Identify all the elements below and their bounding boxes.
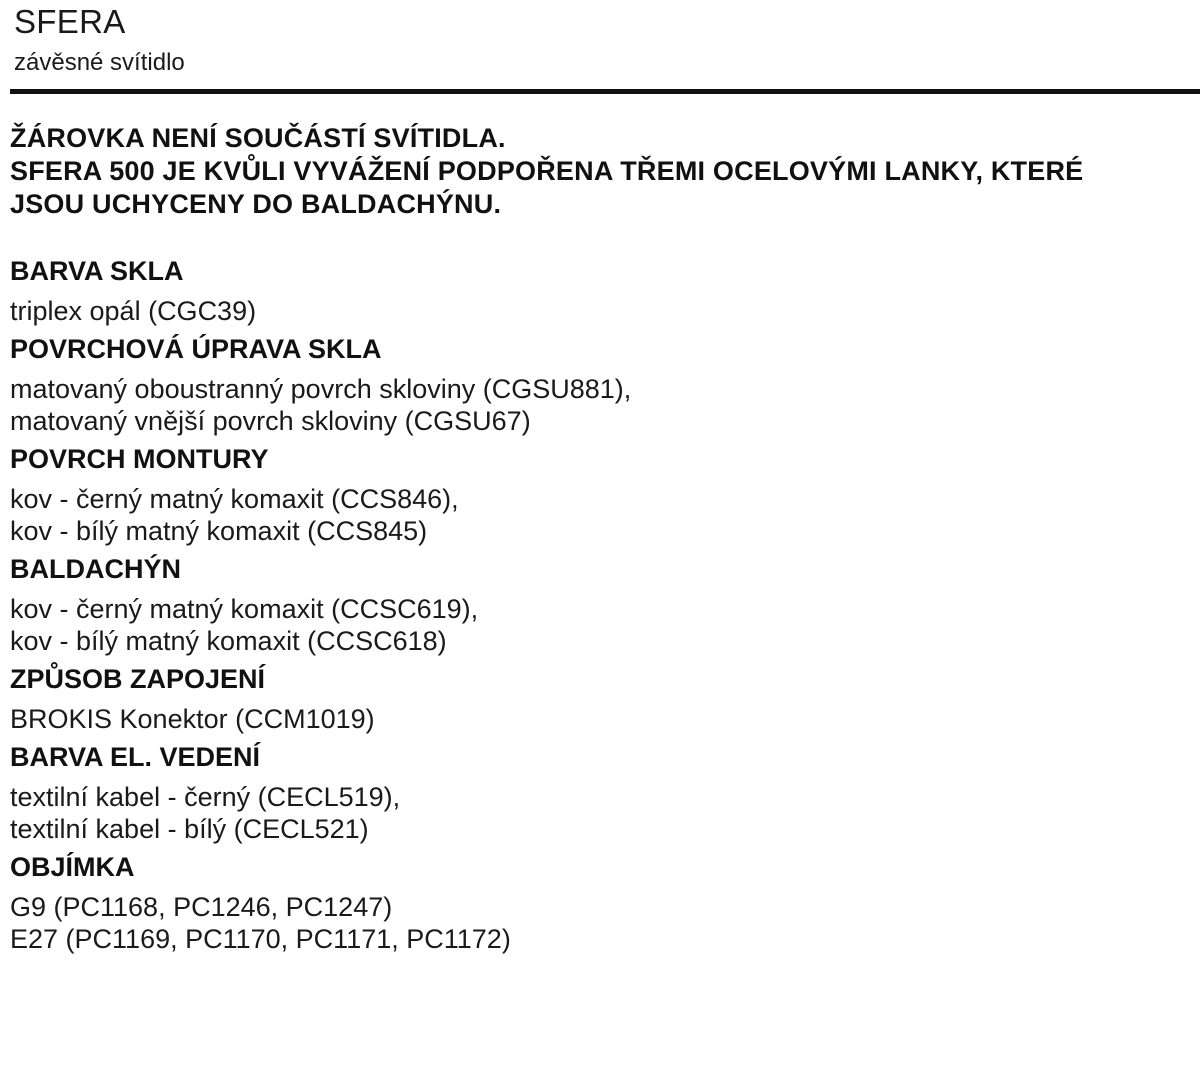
spec-values [10, 373, 1190, 437]
spec-values [10, 781, 1190, 845]
spec-heading: BARVA EL. VEDENÍ [10, 742, 261, 772]
spec-values [10, 483, 1190, 547]
spec-value: kov - černý matný komaxit (CCSC619), [10, 594, 479, 624]
notice-block [10, 122, 1190, 221]
spec-values [10, 295, 1190, 327]
spec-value: E27 (PC1169, PC1170, PC1171, PC1172) [10, 924, 511, 954]
notice-line: ŽÁROVKA NENÍ SOUČÁSTÍ SVÍTIDLA. [10, 123, 506, 153]
spec-heading: BALDACHÝN [10, 554, 181, 584]
product-subtitle: závěsné svítidlo [14, 49, 185, 76]
spec-value: triplex opál (CGC39) [10, 296, 257, 326]
spec-value: kov - bílý matný komaxit (CCSC618) [10, 626, 447, 656]
spec-value: matovaný vnější povrch skloviny (CGSU67) [10, 406, 531, 436]
spec-list [10, 253, 1190, 959]
spec-value: kov - černý matný komaxit (CCS846), [10, 484, 459, 514]
document-header [14, 2, 185, 78]
spec-value: textilní kabel - bílý (CECL521) [10, 814, 369, 844]
spec-section [10, 551, 1190, 657]
spec-heading: OBJÍMKA [10, 852, 135, 882]
spec-value: G9 (PC1168, PC1246, PC1247) [10, 892, 393, 922]
spec-section [10, 739, 1190, 845]
notice-line: JSOU UCHYCENY DO BALDACHÝNU. [10, 189, 502, 219]
spec-section [10, 661, 1190, 735]
spec-heading: POVRCHOVÁ ÚPRAVA SKLA [10, 334, 382, 364]
spec-heading: POVRCH MONTURY [10, 444, 269, 474]
spec-value: textilní kabel - černý (CECL519), [10, 782, 401, 812]
spec-section [10, 441, 1190, 547]
spec-value: kov - bílý matný komaxit (CCS845) [10, 516, 428, 546]
spec-value: BROKIS Konektor (CCM1019) [10, 704, 375, 734]
notice-line: SFERA 500 JE KVŮLI VYVÁŽENÍ PODPOŘENA TŘEMI OCELOVÝMI LANKY, KTERÉ [10, 156, 1084, 186]
spec-heading: ZPŮSOB ZAPOJENÍ [10, 664, 266, 694]
spec-section [10, 253, 1190, 327]
spec-value: matovaný oboustranný povrch skloviny (CGSU881), [10, 374, 632, 404]
spec-section [10, 849, 1190, 955]
header-divider [10, 89, 1200, 94]
spec-values [10, 703, 1190, 735]
spec-values [10, 593, 1190, 657]
spec-values [10, 891, 1190, 955]
spec-heading: BARVA SKLA [10, 256, 184, 286]
spec-section [10, 331, 1190, 437]
product-title: SFERA [14, 3, 126, 40]
